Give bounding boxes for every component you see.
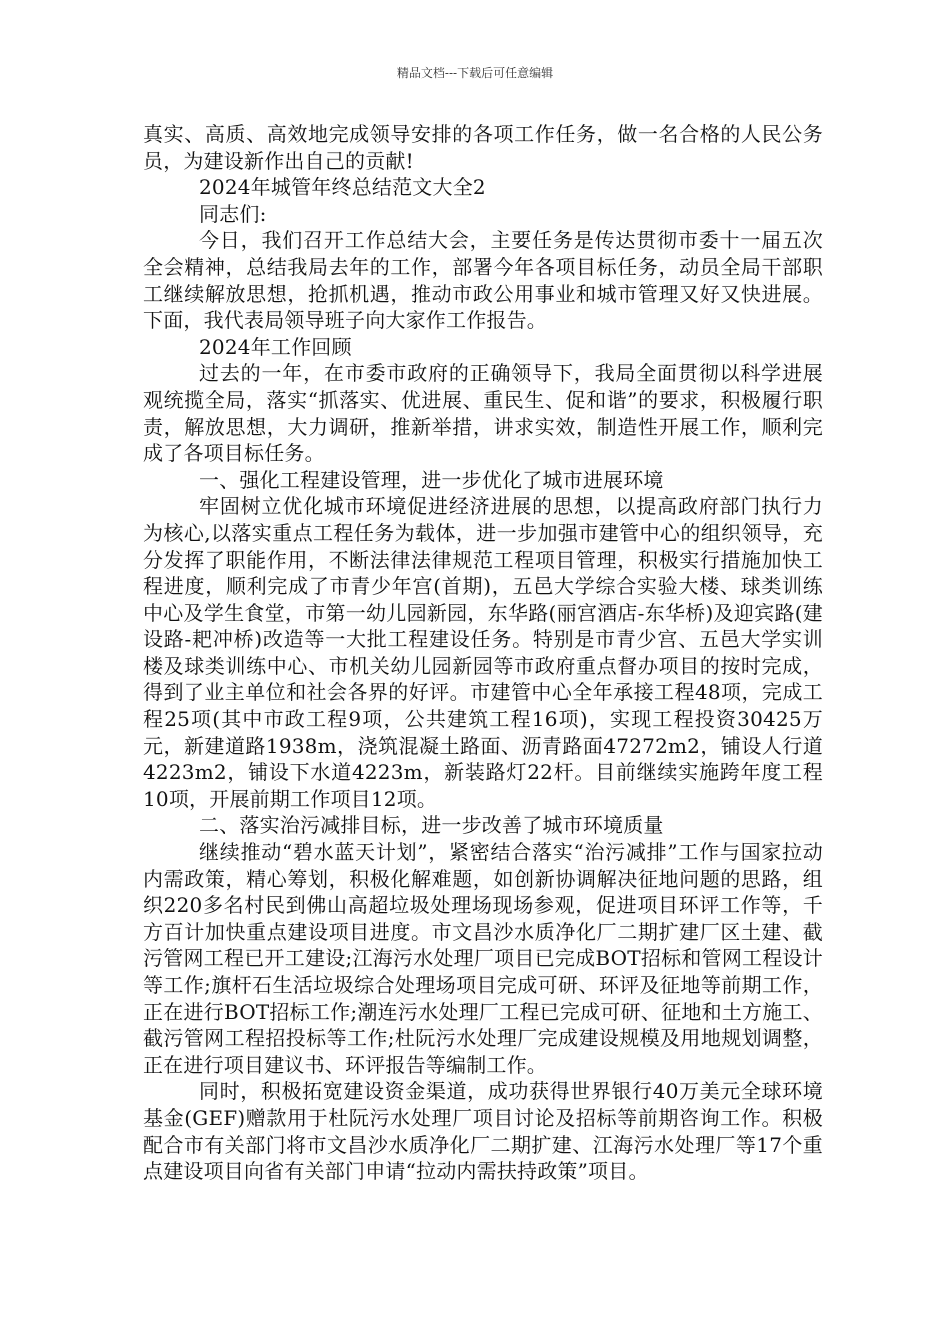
section-heading: 一、强化工程建设管理，进一步优化了城市进展环境 — [199, 467, 664, 492]
section-heading: 2024年工作回顾 — [199, 334, 352, 359]
section-title: 2024年城管年终总结范文大全2 — [199, 175, 486, 200]
document-body — [143, 121, 823, 1185]
paragraph: 今日，我们召开工作总结大会，主要任务是传达贯彻市委十一届五次全会精神，总结我局去年的工作，部署今年各项目标任务，动员全局干部职工继续解放思想，抢抓机遇，推动市政公用事业和城市管理又好又快进展。下面，我代表局领导班子向大家作工作报告。 — [143, 228, 823, 333]
salutation: 同志们: — [199, 201, 267, 226]
paragraph: 过去的一年，在市委市政府的正确领导下，我局全面贯彻以科学进展观统揽全局，落实“抓落实、优进展、重民生、促和谐”的要求，积极履行职责，解放思想，大力调研，推新举措，讲求实效，制造性开展工作，顺利完成了各项目标任务。 — [143, 361, 823, 466]
section-heading: 二、落实治污减排目标，进一步改善了城市环境质量 — [199, 813, 664, 838]
paragraph: 真实、高质、高效地完成领导安排的各项工作任务，做一名合格的人民公务员，为建设新作出自己的贡献! — [143, 122, 823, 173]
paragraph: 同时，积极拓宽建设资金渠道，成功获得世界银行40万美元全球环境基金(GEF)赠款用于杜阮污水处理厂项目讨论及招标等前期咨询工作。积极配合市有关部门将市文昌沙水质净化厂二期扩建、江海污水处理厂等17个重点建设项目向省有关部门申请“拉动内需扶持政策”项目。 — [143, 1079, 823, 1184]
page-header: 精品文档---下载后可任意编辑 — [396, 66, 554, 80]
paragraph: 牢固树立优化城市环境促进经济进展的思想，以提高政府部门执行力为核心,以落实重点工程任务为载体，进一步加强市建管中心的组织领导，充分发挥了职能作用，不断法律法律规范工程项目管理，积极实行措施加快工程进度，顺利完成了市青少年宫(首期)，五邑大学综合实验大楼、球类训练中心及学生食堂，市第一幼儿园新园，东华路(丽宫酒店-东华桥)及迎宾路(建设路-耙冲桥)改造等一大批工程建设任务。特别是市青少宫、五邑大学实训楼及球类训练中心、市机关幼儿园新园等市政府重点督办项目的按时完成，得到了业主单位和社会各界的好评。市建管中心全年承接工程48项，完成工程25项(其中市政工程9项，公共建筑工程16项)，实现工程投资30425万元，新建道路1938m，浇筑混凝土路面、沥青路面47272m2，铺设人行道4223m2，铺设下水道4223m，新装路灯22杆。目前继续实施跨年度工程10项，开展前期工作项目12项。 — [143, 494, 823, 811]
paragraph: 继续推动“碧水蓝天计划”，紧密结合落实“治污减排”工作与国家拉动内需政策，精心筹划，积极化解难题，如创新协调解决征地问题的思路，组织220多名村民到佛山高超垃圾处理场现场参观，促进项目环评工作等，千方百计加快重点建设项目进度。市文昌沙水质净化厂二期扩建厂区土建、截污管网工程已开工建设;江海污水处理厂项目已完成BOT招标和管网工程设计等工作;旗杆石生活垃圾综合处理场项目完成可研、环评及征地等前期工作，正在进行BOT招标工作;潮连污水处理厂工程已完成可研、征地和土方施工、截污管网工程招投标等工作;杜阮污水处理厂完成建设规模及用地规划调整，正在进行项目建议书、环评报告等编制工作。 — [143, 840, 823, 1077]
